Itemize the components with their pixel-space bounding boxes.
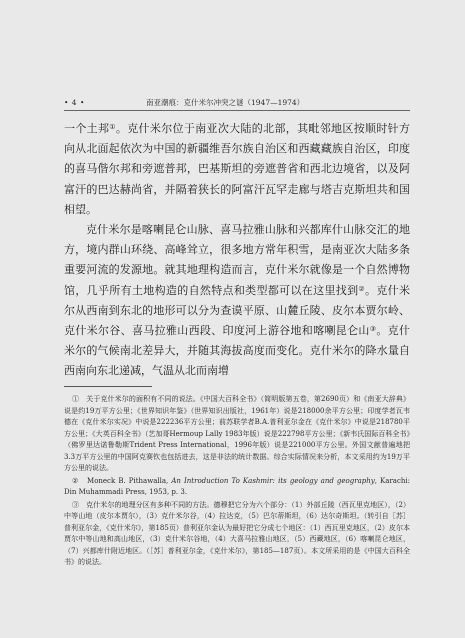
page-number: • 4 • (64, 98, 85, 107)
header-rule (64, 110, 410, 111)
fn2-prefix: ② Moneck B. Pithawalla, (72, 476, 172, 485)
footnote-1: ① 关于克什米尔的面积有不同的说法。《中国大百科全书》（简明版第五卷，第2690页）和《南亚大辞典》说是约19万平方公里；《世界知识年鉴》（世界知识出版社，1961年）说是218000余平方公里；印度学者瓦韦德在《克什米尔实况》中说是222236平方公里；前苏联学者B.A.普利亚尔金在《克什米尔》中说是218780平方公里；《大英百科全书》（艺加哥Hermoup Lally 1983年版）说是222798平方公里；《新韦氏国际百科全书》（佛罗里达诺鲁勒斯Trident Press International，1996年版）说是221000平方公里。外国文献普遍地把3.3万平方公里的中国阿克赛钦也包括进去，这是非法的统计数据。综合实际情况来分析，本文采用约为19万平方公里的说法。 (64, 395, 410, 472)
p1-rest: 。克什米尔位于南亚次大陆的北部，其毗邻地区按顺时针方向从北面起依次为中国的新疆维吾尔族自治区和西藏藏族自治区，印度的喜马偕尔邦和旁遮普邦，巴基斯坦的旁遮普省和西北边境省，以及阿富汗的巴达赫尚省，并隔着狭长的阿富汗瓦罕走廊与塔吉克斯坦共和国相望。 (64, 122, 411, 216)
footnotes (64, 394, 410, 570)
running-title: 南亚潮痕：克什米尔冲突之谜（1947—1974） (146, 98, 305, 107)
p2-a: 克什米尔是喀喇昆仑山脉、喜马拉雅山脉和兴都库什山脉交汇的地方，境内群山环绕、高峰耸立，很多地方常年积雪，是南亚次大陆多条重要河流的发源地。就其地理构造而言，克什米尔就像是一个自然博物馆，几乎所有土地构造的自然特点和类型都可以在这里找到 (64, 223, 410, 297)
fn2-book-title: An Introduction To Kashmir: its geology and geography (171, 476, 375, 485)
page-header (64, 96, 410, 110)
p2-c: 。克什米尔的气候南北差异大，并随其海拔高度而变化。克什米尔的降水量自西南向东北递减，气温从北而南增 (64, 324, 411, 378)
footnote-ref-2[interactable]: ② (358, 284, 366, 293)
footnote-3: ③ 克什米尔的地理分区有多种不同的方法。德穆把它分为六个部分：（1）外部丘陵（西瓦里克地区），（2）中等山地（皮尔本贾尔），（3）克什米尔谷，（4）拉达克，（5）巴尔蒂斯坦，（6）达尔奇斯坦。（转引自［苏］普利亚尔金，《克什米尔》，第185页）普利亚尔金认为最好把它分成七个地区：（1）西瓦里克地区，（2）皮尔本贾尔中等山地和高山地区，（3）克什米尔谷地，（4）大喜马拉雅山地区，（5）西藏地区，（6）喀喇昆仑地区，（7）兴都库什附近地区。（［苏］普利亚尔金，《克什米尔》，第185—187页）。本文所采用的是《中国大百科全书》的说法。 (64, 500, 410, 566)
footnote-rule (64, 386, 152, 387)
footnote-ref-3[interactable]: ③ (369, 325, 377, 334)
paragraph-2 (64, 220, 410, 382)
fn2-suffix: , Karachi: Din Muhammadi Press, 1953, p. 3. (64, 476, 410, 496)
p2-b: 。克什米尔从西南到东北的地形可以分为查谟平原、山麓丘陵、皮尔本贾尔岭、克什米尔谷、喜马拉雅山西段、印度河上游谷地和喀喇昆仑山 (64, 283, 411, 338)
footnote-2 (64, 476, 410, 499)
p1-text: 一个土邦 (64, 122, 110, 135)
paragraph-1 (64, 119, 410, 220)
body-text (64, 119, 410, 382)
footnote-ref-1[interactable]: ① (109, 123, 116, 131)
